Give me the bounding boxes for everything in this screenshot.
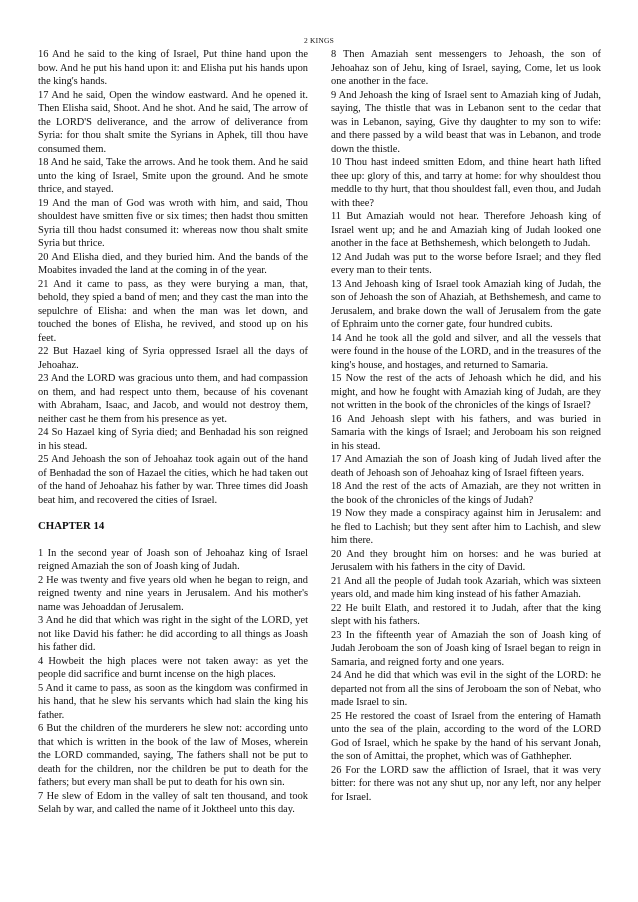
verse: 22 But Hazael king of Syria oppressed Israel all the days of Jehoahaz. xyxy=(38,346,308,371)
chapter-heading: CHAPTER 14 xyxy=(38,520,105,532)
verse: 10 Thou hast indeed smitten Edom, and thine heart hath lifted thee up: glory of this, and tarry at home: for why shouldest thou meddle to thy hurt, that thou shouldest fall, even thou, and Judah with thee? xyxy=(331,157,601,209)
verse: 25 He restored the coast of Israel from the entering of Hamath unto the sea of the plain, according to the word of the LORD God of Israel, which he spake by the hand of his servant Jonah, the son of Amittai, the prophet, which was of Gathhepher. xyxy=(331,710,601,762)
verse: 23 And the LORD was gracious unto them, and had compassion on them, and had respect unto them, because of his covenant with Abraham, Isaac, and Jacob, and would not destroy them, neither cast he them from his presence as yet. xyxy=(38,373,308,425)
verse: 21 And it came to pass, as they were burying a man, that, behold, they spied a band of men; and they cast the man into the sepulchre of Elisha: and when the man was let down, and touched the bones of Elisha, he revived, and stood up on his feet. xyxy=(38,278,308,344)
verse: 12 And Judah was put to the worse before Israel; and they fled every man to their tents. xyxy=(331,251,601,276)
verse: 18 And he said, Take the arrows. And he took them. And he said unto the king of Israel, Smite upon the ground. And he smote thrice, and stayed. xyxy=(38,157,308,195)
verse: 15 Now the rest of the acts of Jehoash which he did, and his might, and how he fought with Amaziah king of Judah, are they not written in the book of the chronicles of the kings of Israel? xyxy=(331,373,601,411)
verse: 22 He built Elath, and restored it to Judah, after that the king slept with his fathers. xyxy=(331,602,601,627)
verse: 9 And Jehoash the king of Israel sent to Amaziah king of Judah, saying, The thistle that was in Lebanon sent to the cedar that was in Lebanon, saying, Give thy daughter to my son to wife: and there passed by a wild beast that was in Lebanon, and trode down the thistle. xyxy=(331,89,601,155)
verse: 19 And the man of God was wroth with him, and said, Thou shouldest have smitten five or six times; then hadst thou smitten Syria till thou hadst consumed it: whereas now thou shalt smite Syria but thrice. xyxy=(38,197,308,249)
verse: 23 In the fifteenth year of Amaziah the son of Joash king of Judah Jeroboam the son of Joash king of Israel began to reign in Samaria, and reigned forty and one years. xyxy=(331,629,601,668)
right-column xyxy=(331,48,601,804)
verse: 17 And he said, Open the window eastward. And he opened it. Then Elisha said, Shoot. And he shot. And he said, The arrow of the LORD'S deliverance, and the arrow of deliverance from Syria: for thou shalt smite the Syrians in Aphek, till thou have consumed them. xyxy=(38,89,308,155)
running-title: 2 KINGS xyxy=(304,36,334,45)
left-column xyxy=(38,48,308,817)
verse: 3 And he did that which was right in the sight of the LORD, yet not like David his father: he did according to all things as Joash his father did. xyxy=(38,615,308,653)
verse: 19 Now they made a conspiracy against him in Jerusalem: and he fled to Lachish; but they sent after him to Lachish, and slew him there. xyxy=(331,508,601,546)
verse: 17 And Amaziah the son of Joash king of Judah lived after the death of Jehoash son of Jehoahaz king of Israel fifteen years. xyxy=(331,454,601,479)
verse: 5 And it came to pass, as soon as the kingdom was confirmed in his hand, that he slew his servants which had slain the king his father. xyxy=(38,682,308,721)
verse: 25 And Jehoash the son of Jehoahaz took again out of the hand of Benhadad the son of Hazael the cities, which he had taken out of the hand of Jehoahaz his father by war. Three times did Joash beat him, and recovered the cities of Israel. xyxy=(38,454,308,506)
verse: 2 He was twenty and five years old when he began to reign, and reigned twenty and nine years in Jerusalem. And his mother's name was Jehoaddan of Jerusalem. xyxy=(38,574,308,613)
verse: 20 And Elisha died, and they buried him. And the bands of the Moabites invaded the land at the coming in of the year. xyxy=(38,251,308,276)
verse: 24 So Hazael king of Syria died; and Benhadad his son reigned in his stead. xyxy=(38,427,308,452)
verse: 18 And the rest of the acts of Amaziah, are they not written in the book of the chronicles of the kings of Judah? xyxy=(331,481,601,506)
verse: 8 Then Amaziah sent messengers to Jehoash, the son of Jehoahaz son of Jehu, king of Israel, saying, Come, let us look one another in the face. xyxy=(331,49,601,87)
verse: 16 And he said to the king of Israel, Put thine hand upon the bow. And he put his hand upon it: and Elisha put his hands upon the king's hands. xyxy=(38,49,308,87)
verse: 4 Howbeit the high places were not taken away: as yet the people did sacrifice and burnt incense on the high places. xyxy=(38,655,308,680)
verse: 11 But Amaziah would not hear. Therefore Jehoash king of Israel went up; and he and Amaziah king of Judah looked one another in the face at Bethshemesh, which belongeth to Judah. xyxy=(331,211,601,249)
verse: 13 And Jehoash king of Israel took Amaziah king of Judah, the son of Jehoash the son of Ahaziah, at Bethshemesh, and came to Jerusalem, and brake down the wall of Jerusalem from the gate of Ephraim unto the corner gate, four hundred cubits. xyxy=(331,278,601,330)
verse: 1 In the second year of Joash son of Jehoahaz king of Israel reigned Amaziah the son of Joash king of Judah. xyxy=(38,547,308,572)
verse: 24 And he did that which was evil in the sight of the LORD: he departed not from all the sins of Jeroboam the son of Nebat, who made Israel to sin. xyxy=(331,670,601,708)
verse: 6 But the children of the murderers he slew not: according unto that which is written in the book of the law of Moses, wherein the LORD commanded, saying, The fathers shall not be put to death for the children, nor the children be put to death for the fathers; but every man shall be put to death for his own sin. xyxy=(38,723,308,788)
verse: 21 And all the people of Judah took Azariah, which was sixteen years old, and made him king instead of his father Amaziah. xyxy=(331,575,601,600)
verse: 26 For the LORD saw the affliction of Israel, that it was very bitter: for there was not any shut up, nor any left, nor any helper for Israel. xyxy=(331,764,601,803)
verse: 14 And he took all the gold and silver, and all the vessels that were found in the house of the LORD, and in the treasures of the king's house, and hostages, and returned to Samaria. xyxy=(331,332,601,371)
verse: 7 He slew of Edom in the valley of salt ten thousand, and took Selah by war, and called the name of it Joktheel unto this day. xyxy=(38,790,308,815)
verse: 20 And they brought him on horses: and he was buried at Jerusalem with his fathers in the city of David. xyxy=(331,548,601,573)
verse: 16 And Jehoash slept with his fathers, and was buried in Samaria with the kings of Israel; and Jeroboam his son reigned in his stead. xyxy=(331,413,601,452)
